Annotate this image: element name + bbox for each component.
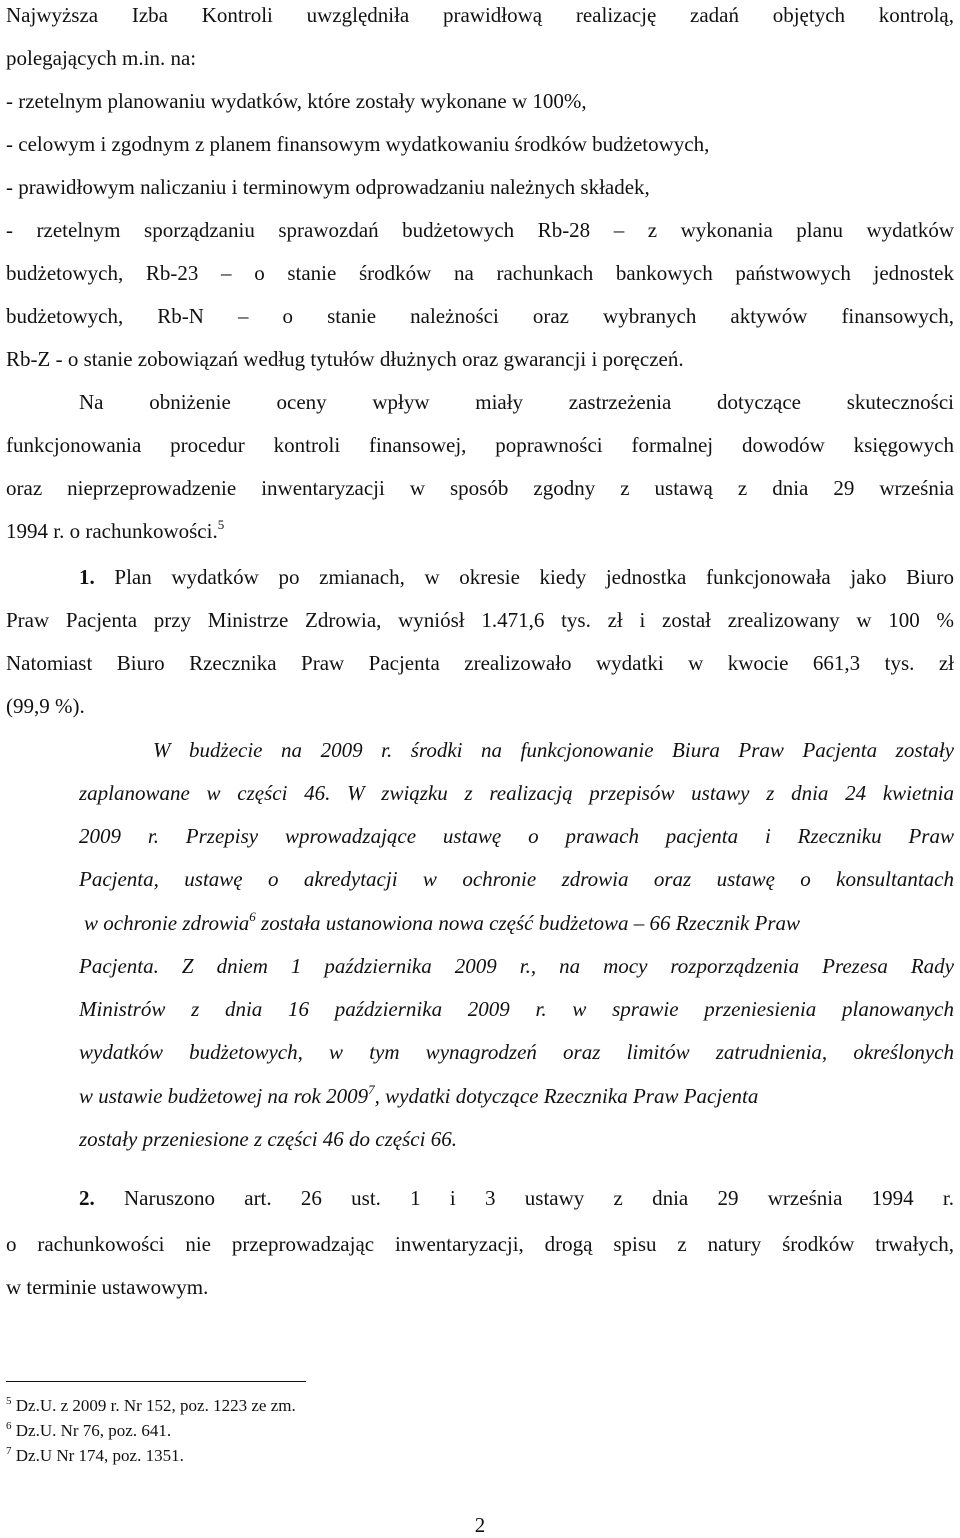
text-line: Najwyższa Izba Kontroli uwzględniła prawidłową realizację zadań objętych kontrolą, [6, 3, 954, 27]
italic-paragraph-line: zostały przeniesione z części 46 do części 66. [79, 1127, 457, 1151]
italic-paragraph-line: 2009 r. Przepisy wprowadzające ustawę o prawach pacjenta i Rzeczniku Praw [79, 824, 954, 848]
paragraph-line: oraz nieprzeprowadzenie inwentaryzacji w sposób zgodny z ustawą z dnia 29 września [6, 476, 954, 500]
text-line: Rb-Z - o stanie zobowiązań według tytułów dłużnych oraz gwarancji i poręczeń. [6, 347, 684, 371]
footnote-number: 5 [6, 1395, 12, 1407]
italic-paragraph-line: Pacjenta, ustawę o akredytacji w ochronie zdrowia oraz ustawę o konsultantach [79, 867, 954, 891]
paragraph-line [6, 516, 954, 546]
line-text: Naruszono art. 26 ust. 1 i 3 ustawy z dnia 29 września 1994 r. [124, 1186, 954, 1210]
item-1-line [79, 562, 954, 592]
item-number: 2. [79, 1186, 95, 1210]
paragraph-line: Praw Pacjenta przy Ministrze Zdrowia, wyniósł 1.471,6 tys. zł i został zrealizowany w 100 % [6, 608, 954, 632]
footnote-ref: 5 [217, 517, 225, 532]
text-line: budżetowych, Rb-N – o stanie należności oraz wybranych aktywów finansowych, [6, 304, 954, 328]
paragraph-line: Natomiast Biuro Rzecznika Praw Pacjenta zrealizowało wydatki w kwocie 661,3 tys. zł [6, 651, 954, 675]
footnote-separator [6, 1381, 306, 1382]
footnote-text: Dz.U Nr 174, poz. 1351. [15, 1446, 184, 1465]
page-number: 2 [474, 1513, 486, 1537]
list-item: - prawidłowym naliczaniu i terminowym odprowadzaniu należnych składek, [6, 175, 650, 199]
italic-paragraph-line: Pacjenta. Z dniem 1 października 2009 r., na mocy rozporządzenia Prezesa Rady [79, 954, 954, 978]
footnote-number: 7 [6, 1445, 12, 1457]
paragraph-line: w terminie ustawowym. [6, 1275, 209, 1299]
footnote-ref: 7 [368, 1082, 375, 1097]
footnote-text: Dz.U. z 2009 r. Nr 152, poz. 1223 ze zm. [15, 1396, 296, 1415]
footnote-text: Dz.U. Nr 76, poz. 641. [15, 1421, 172, 1440]
item-2-line [79, 1183, 954, 1213]
line-text: w ustawie budżetowej na rok 2009 [79, 1084, 369, 1108]
paragraph-line: (99,9 %). [6, 694, 85, 718]
footnote [6, 1445, 184, 1467]
italic-paragraph-line: W budżecie na 2009 r. środki na funkcjonowanie Biura Praw Pacjenta zostały [153, 738, 954, 762]
italic-paragraph-line [84, 908, 954, 938]
footnote [6, 1420, 171, 1442]
footnote-ref: 6 [249, 909, 256, 924]
paragraph-line: o rachunkowości nie przeprowadzając inwentaryzacji, drogą spisu z natury środków trwałych, [6, 1232, 954, 1256]
paragraph-line: Na obniżenie oceny wpływ miały zastrzeżenia dotyczące skuteczności [79, 390, 954, 414]
footnote-number: 6 [6, 1420, 12, 1432]
line-text: , wydatki dotyczące Rzecznika Praw Pacjenta [374, 1084, 759, 1108]
line-text: została ustanowiona nowa część budżetowa – 66 Rzecznik Praw [261, 911, 801, 935]
line-text: 1994 r. o rachunkowości. [6, 519, 218, 543]
list-item: - celowym i zgodnym z planem finansowym wydatkowaniu środków budżetowych, [6, 132, 710, 156]
paragraph-line: funkcjonowania procedur kontroli finansowej, poprawności formalnej dowodów księgowych [6, 433, 954, 457]
line-text: Plan wydatków po zmianach, w okresie kiedy jednostka funkcjonowała jako Biuro [114, 565, 954, 589]
italic-paragraph-line: Ministrów z dnia 16 października 2009 r. w sprawie przeniesienia planowanych [79, 997, 954, 1021]
footnote [6, 1395, 296, 1417]
italic-paragraph-line [79, 1081, 954, 1111]
list-item: - rzetelnym sporządzaniu sprawozdań budżetowych Rb-28 – z wykonania planu wydatków [6, 218, 954, 242]
item-number: 1. [79, 565, 95, 589]
italic-paragraph-line: wydatków budżetowych, w tym wynagrodzeń oraz limitów zatrudnienia, określonych [79, 1040, 954, 1064]
text-line: budżetowych, Rb-23 – o stanie środków na rachunkach bankowych państwowych jednostek [6, 261, 954, 285]
list-item: - rzetelnym planowaniu wydatków, które zostały wykonane w 100%, [6, 89, 587, 113]
line-text: w ochronie zdrowia [84, 911, 250, 935]
italic-paragraph-line: zaplanowane w części 46. W związku z realizacją przepisów ustawy z dnia 24 kwietnia [79, 781, 954, 805]
text-line: polegających m.in. na: [6, 46, 197, 70]
